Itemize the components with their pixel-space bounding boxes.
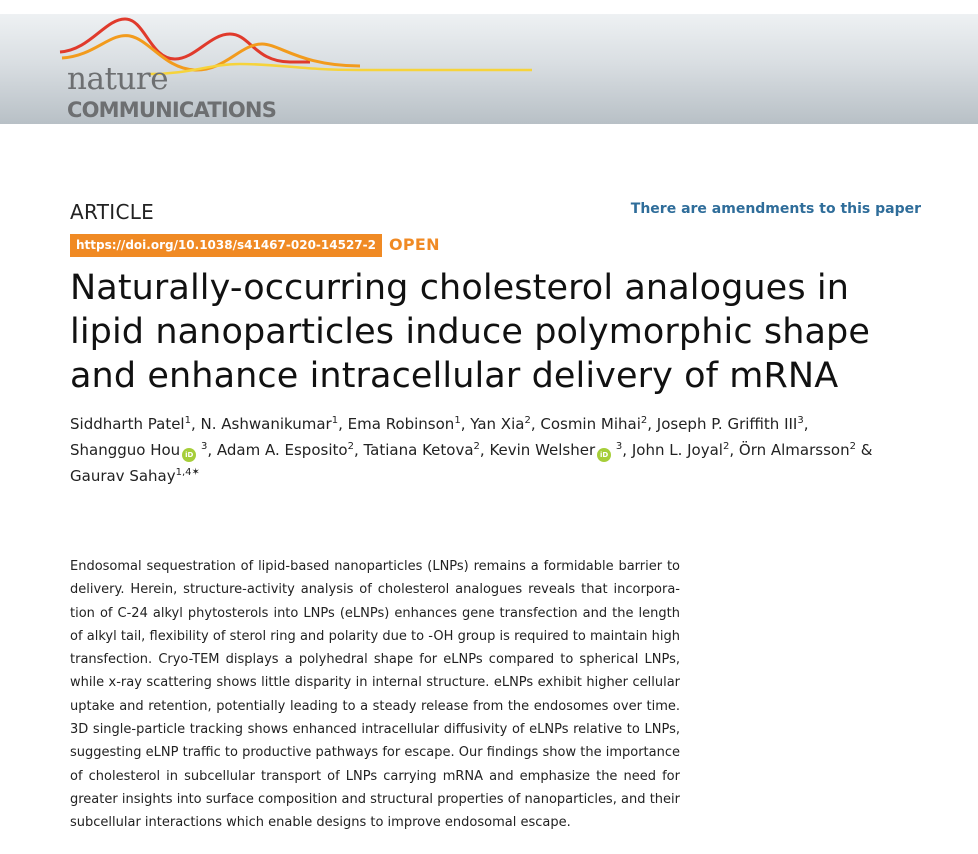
author-separator: , [622,441,632,459]
abstract-line: while x-ray scattering shows little disparity in internal structure. eLNPs exhibit higher cellular [70,675,680,691]
abstract-line: subcellular interactions which enable designs to improve endosomal escape. [70,815,571,831]
author-separator: , [460,415,471,433]
abstract-line: tion of C-24 alkyl phytosterols into LNPs (eLNPs) enhances gene transfection and the length [70,605,680,621]
abstract-line: Endosomal sequestration of lipid-based nanoparticles (LNPs) remains a formidable barrier to [70,559,680,574]
doi-link[interactable]: https://doi.org/10.1038/s41467-020-14527-2 [70,234,382,257]
journal-banner [0,14,978,124]
author-separator: , [479,441,490,459]
author-line [70,437,930,463]
abstract-line: 3D single-particle tracking shows enhanced intracellular diffusivity of eLNPs relative to LNPs, [70,722,680,738]
author-separator: , [207,441,217,459]
wave-red [60,19,310,62]
author-separator: & [855,441,873,459]
title-line: Naturally-occurring cholesterol analogues in [70,268,849,308]
author-name[interactable]: Joseph P. Griffith III [656,415,798,433]
title-line: lipid nanoparticles induce polymorphic shape [70,312,871,352]
orcid-icon[interactable]: iD [182,448,196,462]
author-name[interactable]: Tatiana Ketova [363,441,474,459]
abstract-line: of cholesterol in subcellular transport of LNPs carrying mRNA and emphasize the need for [70,768,680,784]
orcid-icon[interactable]: iD [597,448,611,462]
author-list [70,411,930,489]
abstract-line: of alkyl tail, flexibility of sterol ring and polarity due to -OH group is required to maintain high [70,628,680,644]
affiliation-marker: 1 [184,415,191,426]
author-name[interactable]: Ema Robinson [347,415,455,433]
abstract-line: delivery. Herein, structure-activity analysis of cholesterol analogues reveals that incorpora- [70,582,680,598]
author-name[interactable]: Örn Almarsson [738,441,850,459]
affiliation-marker: 2 [640,415,648,426]
author-name[interactable]: Adam A. Esposito [216,441,348,459]
affiliation-marker: 1 [331,415,339,426]
amendments-link[interactable]: There are amendments to this paper [630,201,921,217]
affiliation-marker: 3 [200,441,208,452]
author-separator: , [338,415,348,433]
author-line [70,463,930,489]
author-separator: , [190,415,201,433]
author-name[interactable]: Shangguo Hou [70,441,181,459]
open-access-badge: OPEN [389,235,440,254]
journal-name-nature: nature [67,61,169,97]
affiliation-marker: 2 [524,415,531,426]
abstract-line: uptake and retention, potentially leading to a steady release from the endosomes over time. [70,698,680,714]
journal-name-communications: COMMUNICATIONS [67,98,277,122]
author-name[interactable]: Kevin Welsher [489,441,596,459]
affiliation-marker: 2 [473,441,480,452]
author-name[interactable]: Siddharth Patel [70,415,185,433]
author-separator: , [803,415,809,433]
affiliation-marker: 2 [849,441,856,452]
author-name[interactable]: N. Ashwanikumar [200,415,332,433]
article-title [70,266,870,398]
author-name[interactable]: Gaurav Sahay [70,467,176,485]
affiliation-marker: 1 [454,415,461,426]
author-line [70,411,930,437]
author-separator: , [353,441,364,459]
affiliation-marker: 2 [347,441,354,452]
author-name[interactable]: John L. Joyal [631,441,723,459]
abstract-line: suggesting eLNP traffic to productive pathways for escape. Our findings show the importance [70,745,680,761]
author-name[interactable]: Cosmin Mihai [540,415,641,433]
abstract-line: greater insights into surface composition and structural properties of nanoparticles, and their [70,791,680,807]
author-name[interactable]: Yan Xia [470,415,525,433]
affiliation-marker: 1,4✶ [175,467,200,478]
abstract [70,555,680,835]
affiliation-marker: 3 [615,441,623,452]
article-type-label: ARTICLE [70,200,155,224]
author-separator: , [530,415,541,433]
author-separator: , [647,415,657,433]
title-line: and enhance intracellular delivery of mRNA [70,356,839,396]
author-separator: , [729,441,739,459]
affiliation-marker: 3 [797,415,804,426]
affiliation-marker: 2 [722,441,730,452]
abstract-line: transfection. Cryo-TEM displays a polyhedral shape for eLNPs compared to spherical LNPs, [70,652,680,668]
